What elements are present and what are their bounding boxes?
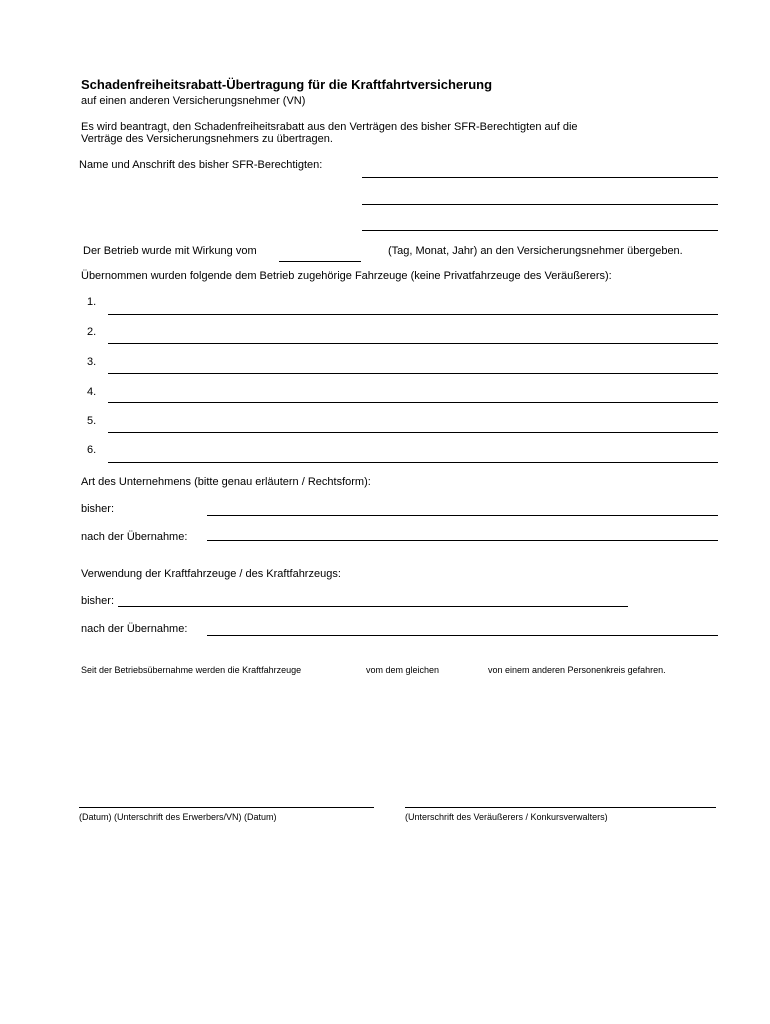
name-address-field-1[interactable] bbox=[362, 160, 718, 177]
name-address-label: Name und Anschrift des bisher SFR-Berechtigten: bbox=[79, 159, 323, 171]
name-address-field-3[interactable] bbox=[362, 213, 718, 230]
vehicle-usage-before-label: bisher: bbox=[81, 595, 115, 607]
company-type-before-line bbox=[207, 515, 718, 516]
vehicle-line-3 bbox=[108, 373, 718, 374]
intro-text-line-2: Verträge des Versicherungsnehmers zu übertragen. bbox=[81, 133, 333, 145]
drivers-statement-text: Seit der Betriebsübernahme werden die Kraftfahrzeuge bbox=[81, 665, 302, 675]
vehicle-line-4 bbox=[108, 402, 718, 403]
vehicle-line-5 bbox=[108, 432, 718, 433]
buyer-signature-field[interactable] bbox=[79, 780, 374, 807]
vehicle-number-2: 2. bbox=[87, 326, 97, 338]
vehicles-label: Übernommen wurden folgende dem Betrieb zugehörige Fahrzeuge (keine Privatfahrzeuge des Veräußerers): bbox=[81, 270, 612, 282]
vehicle-field-5[interactable] bbox=[108, 415, 718, 432]
company-type-after-field[interactable] bbox=[207, 523, 718, 540]
vehicle-number-1: 1. bbox=[87, 296, 97, 308]
company-type-after-label: nach der Übernahme: bbox=[81, 531, 188, 543]
betrieb-date-label: Der Betrieb wurde mit Wirkung vom bbox=[83, 245, 257, 257]
vehicle-field-4[interactable] bbox=[108, 385, 718, 402]
option-other-drivers[interactable]: von einem anderen Personenkreis gefahren. bbox=[488, 665, 666, 675]
vehicle-number-6: 6. bbox=[87, 444, 97, 456]
vehicle-line-6 bbox=[108, 462, 718, 463]
vehicle-usage-before-line bbox=[118, 606, 628, 607]
vehicle-usage-label: Verwendung der Kraftfahrzeuge / des Kraftfahrzeugs: bbox=[81, 568, 341, 580]
vehicle-field-3[interactable] bbox=[108, 356, 718, 373]
vehicle-usage-after-label: nach der Übernahme: bbox=[81, 623, 188, 635]
vehicle-line-1 bbox=[108, 314, 718, 315]
seller-signature-caption: (Unterschrift des Veräußerers / Konkursverwalters) bbox=[405, 812, 608, 822]
vehicle-field-1[interactable] bbox=[108, 297, 718, 314]
betrieb-date-line bbox=[279, 261, 361, 262]
company-type-after-line bbox=[207, 540, 718, 541]
buyer-signature-line bbox=[79, 807, 374, 808]
intro-text-line-1: Es wird beantragt, den Schadenfreiheitsrabatt aus den Verträgen des bisher SFR-Berechtigten auf die bbox=[81, 121, 578, 133]
company-type-before-field[interactable] bbox=[207, 498, 718, 515]
vehicle-usage-after-line bbox=[207, 635, 718, 636]
company-type-before-label: bisher: bbox=[81, 503, 115, 515]
name-address-line-1 bbox=[362, 177, 718, 178]
form-title: Schadenfreiheitsrabatt-Übertragung für die Kraftfahrtversicherung bbox=[81, 77, 493, 92]
seller-signature-field[interactable] bbox=[405, 780, 716, 807]
name-address-field-2[interactable] bbox=[362, 187, 718, 204]
vehicle-usage-before-field[interactable] bbox=[118, 590, 628, 606]
vehicle-number-3: 3. bbox=[87, 356, 97, 368]
form-subtitle: auf einen anderen Versicherungsnehmer (VN) bbox=[81, 95, 306, 107]
buyer-signature-caption: (Datum) (Unterschrift des Erwerbers/VN) (Datum) bbox=[79, 812, 277, 822]
vehicle-number-5: 5. bbox=[87, 415, 97, 427]
name-address-line-2 bbox=[362, 204, 718, 205]
name-address-line-3 bbox=[362, 230, 718, 231]
vehicle-number-4: 4. bbox=[87, 386, 97, 398]
seller-signature-line bbox=[405, 807, 716, 808]
company-type-label: Art des Unternehmens (bitte genau erläutern / Rechtsform): bbox=[81, 476, 371, 488]
vehicle-usage-after-field[interactable] bbox=[207, 618, 718, 635]
option-same-drivers[interactable]: vom dem gleichen bbox=[366, 665, 440, 675]
vehicle-line-2 bbox=[108, 343, 718, 344]
betrieb-date-field[interactable] bbox=[279, 245, 361, 261]
vehicle-field-2[interactable] bbox=[108, 326, 718, 343]
betrieb-date-suffix: (Tag, Monat, Jahr) an den Versicherungsnehmer übergeben. bbox=[388, 245, 683, 257]
vehicle-field-6[interactable] bbox=[108, 445, 718, 462]
